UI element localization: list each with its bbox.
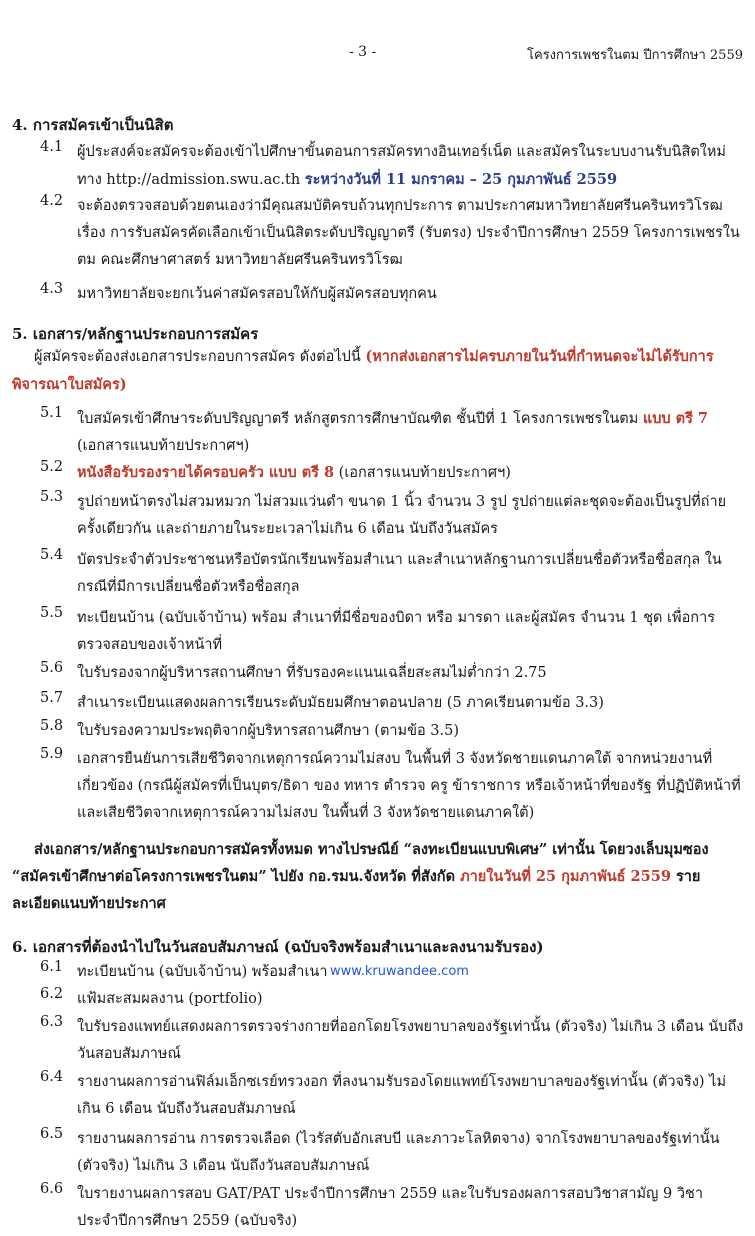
item-text: ใบรับรองแพทย์แสดงผลการตรวจร่างกายที่ออกโดยโรงพยาบาลของรัฐเท่านั้น (ตัวจริง) ไม่เกิน 3 เดือน นับถึงวันสอบสัมภาษณ์: [77, 1019, 744, 1062]
item-text: ใบสมัครเข้าศึกษาระดับปริญญาตรี หลักสูตรการศึกษาบัณฑิต ชั้นปีที่ 1 โครงการเพชรในตม: [77, 411, 639, 427]
submission-text: ส่งเอกสาร/หลักฐานประกอบการสมัครทั้งหมด ทางไปรษณีย์ “ลงทะเบียนแบบพิเศษ” เท่านั้น โดยวงเล็บมุมซอง “สมัครเข้าศึกษาต่อโครงการเพชรในตม” ไปยัง กอ.รมน.จังหวัด ที่สังกัด: [12, 841, 709, 885]
item-note: (เอกสารแนบท้ายประกาศฯ): [338, 465, 511, 481]
item-text: เอกสารยืนยันการเสียชีวิตจากเหตุการณ์ความไม่สงบ ในพื้นที่ 3 จังหวัดชายแดนภาคใต้ จากหน่วยงานที่เกี่ยวข้อง (กรณีผู้สมัครที่เป็นบุตร/ธิดา ของ ทหาร ตำรวจ ครู ข้าราชการ หรือเจ้าหน้าที่ของรัฐ ที่ปฏิบัติหน้าที่และเสียชีวิตจากเหตุการณ์ความไม่สงบ ในพื้นที่ 3 จังหวัดชายแดนภาคใต้): [77, 751, 741, 821]
registration-period: ระหว่างวันที่ 11 มกราคม – 25 กุมภาพันธ์ 2559: [304, 171, 618, 188]
item-text: ใบรับรองจากผู้บริหารสถานศึกษา ที่รับรองคะแนนเฉลี่ยสะสมไม่ต่ำกว่า 2.75: [77, 665, 547, 681]
item-number: 5.4: [40, 547, 64, 563]
item-text: รายงานผลการอ่าน การตรวจเลือด (ไวรัสตับอักเสบบี และภาวะโลหิตจาง) จากโรงพยาบาลของรัฐเท่านั้น (ตัวจริง) ไม่เกิน 3 เดือน นับถึงวันสอบสัมภาษณ์: [77, 1131, 720, 1174]
item-number: 6.4: [40, 1069, 64, 1085]
item-5-7: [40, 690, 745, 717]
submission-deadline: ภายในวันที่ 25 กุมภาพันธ์ 2559: [460, 868, 671, 885]
item-number: 6.5: [40, 1126, 64, 1142]
item-5-1: [40, 405, 745, 460]
item-text: บัตรประจำตัวประชาชนหรือบัตรนักเรียนพร้อมสำเนา และสำเนาหลักฐานการเปลี่ยนชื่อตัวหรือชื่อสกุล ในกรณีที่มีการเปลี่ยนชื่อตัวหรือชื่อสกุล: [77, 552, 722, 595]
item-number: 4.2: [40, 193, 64, 209]
item-text: รูปถ่ายหน้าตรงไม่สวมหมวก ไม่สวมแว่นดำ ขนาด 1 นิ้ว จำนวน 3 รูป รูปถ่ายแต่ละชุดจะต้องเป็นรูปที่ถ่ายครั้งเดียวกัน และถ่ายภายในระยะเวลาไม่เกิน 6 เดือน นับถึงวันสมัคร: [77, 494, 727, 537]
item-number: 5.9: [40, 746, 64, 762]
item-4-2: [40, 193, 745, 274]
running-header: โครงการเพชรในตม ปีการศึกษา 2559: [527, 48, 743, 63]
page-number: - 3 -: [349, 44, 377, 60]
item-number: 5.1: [40, 405, 64, 421]
item-6-4: [40, 1069, 745, 1123]
item-text: ทะเบียนบ้าน (ฉบับเจ้าบ้าน) พร้อม สำเนาที่มีชื่อของบิดา หรือ มารดา และผู้สมัคร จำนวน 1 ชุด เพื่อการตรวจสอบของเจ้าหน้าที่: [77, 610, 715, 653]
item-5-5: [40, 605, 745, 659]
item-number: 5.7: [40, 690, 64, 706]
item-5-3: [40, 489, 745, 543]
item-text: สำเนาระเบียนแสดงผลการเรียนระดับมัธยมศึกษาตอนปลาย (5 ภาคเรียนตามข้อ 3.3): [77, 695, 604, 711]
item-text: จะต้องตรวจสอบด้วยตนเองว่ามีคุณสมบัติครบถ้วนทุกประการ ตามประกาศมหาวิทยาลัยศรีนครินทรวิโรฒ เรื่อง การรับสมัครคัดเลือกเข้าเป็นนิสิตระดับปริญญาตรี (รับตรง) ประจำปีการศึกษา 2559 โครงการเพชรในตม คณะศึกษาศาสตร์ มหาวิทยาลัยศรีนครินทรวิโรฒ: [77, 198, 740, 268]
item-number: 5.8: [40, 718, 64, 734]
section-6-title: 6. เอกสารที่ต้องนำไปในวันสอบสัมภาษณ์ (ฉบับจริงพร้อมสำเนาและลงนามรับรอง): [12, 938, 544, 956]
section-5-title: 5. เอกสาร/หลักฐานประกอบการสมัคร: [12, 325, 259, 343]
item-text: ทะเบียนบ้าน (ฉบับเจ้าบ้าน) พร้อมสำเนา: [77, 964, 328, 980]
item-text: ใบรับรองความประพฤติจากผู้บริหารสถานศึกษา (ตามข้อ 3.5): [77, 723, 460, 739]
item-6-3: [40, 1014, 745, 1068]
item-4-1: [40, 139, 745, 194]
item-text: ใบรายงานผลการสอบ GAT/PAT ประจำปีการศึกษา 2559 และใบรับรองผลการสอบวิชาสามัญ 9 วิชา ประจำปีการศึกษา 2559 (ฉบับจริง): [77, 1186, 703, 1229]
item-6-5: [40, 1126, 745, 1180]
item-text: รายงานผลการอ่านฟิล์มเอ็กซเรย์ทรวงอก ที่ลงนามรับรองโดยแพทย์โรงพยาบาลของรัฐเท่านั้น (ตัวจริง) ไม่เกิน 6 เดือน นับถึงวันสอบสัมภาษณ์: [77, 1074, 727, 1117]
item-number: 6.1: [40, 959, 64, 975]
submission-instructions: [12, 836, 745, 917]
item-text: แฟ้มสะสมผลงาน (portfolio): [77, 991, 263, 1007]
item-note: (เอกสารแนบท้ายประกาศฯ): [77, 438, 250, 454]
section-5-intro: [12, 343, 745, 399]
form-code: แบบ ตรี 7: [642, 410, 709, 427]
intro-text: ผู้สมัครจะต้องส่งเอกสารประกอบการสมัคร ดังต่อไปนี้: [34, 349, 361, 365]
item-number: 4.3: [40, 281, 64, 297]
item-5-4: [40, 547, 745, 601]
watermark-link[interactable]: www.kruwandee.com: [330, 964, 469, 979]
item-5-9: [40, 746, 745, 827]
item-number: 6.6: [40, 1181, 64, 1197]
item-5-8: [40, 718, 745, 745]
item-5-6: [40, 660, 745, 687]
intro-warning: (หากส่งเอกสารไม่ครบภายในวันที่กำหนดจะไม่ได้รับการพิจารณาใบสมัคร): [12, 348, 714, 393]
item-6-6: [40, 1181, 745, 1235]
item-number: 5.6: [40, 660, 64, 676]
item-number: 5.2: [40, 459, 64, 475]
section-4-title: 4. การสมัครเข้าเป็นนิสิต: [12, 116, 174, 134]
form-code: หนังสือรับรองรายได้ครอบครัว แบบ ตรี 8: [77, 464, 335, 481]
item-number: 5.3: [40, 489, 64, 505]
item-number: 4.1: [40, 139, 64, 155]
item-6-2: [40, 986, 745, 1013]
item-number: 6.3: [40, 1014, 64, 1030]
item-number: 5.5: [40, 605, 64, 621]
submission-tail: รายละเอียดแนบท้ายประกาศ: [12, 868, 701, 912]
item-4-3: [40, 281, 745, 308]
item-5-2: [40, 459, 745, 487]
item-text: ผู้ประสงค์จะสมัครจะต้องเข้าไปศึกษาขั้นตอนการสมัครทางอินเทอร์เน็ต และสมัครในระบบงานรับนิสิตใหม่ทาง http://admission.swu.ac.th: [77, 144, 726, 188]
item-text: มหาวิทยาลัยจะยกเว้นค่าสมัครสอบให้กับผู้สมัครสอบทุกคน: [77, 286, 437, 302]
item-number: 6.2: [40, 986, 64, 1002]
